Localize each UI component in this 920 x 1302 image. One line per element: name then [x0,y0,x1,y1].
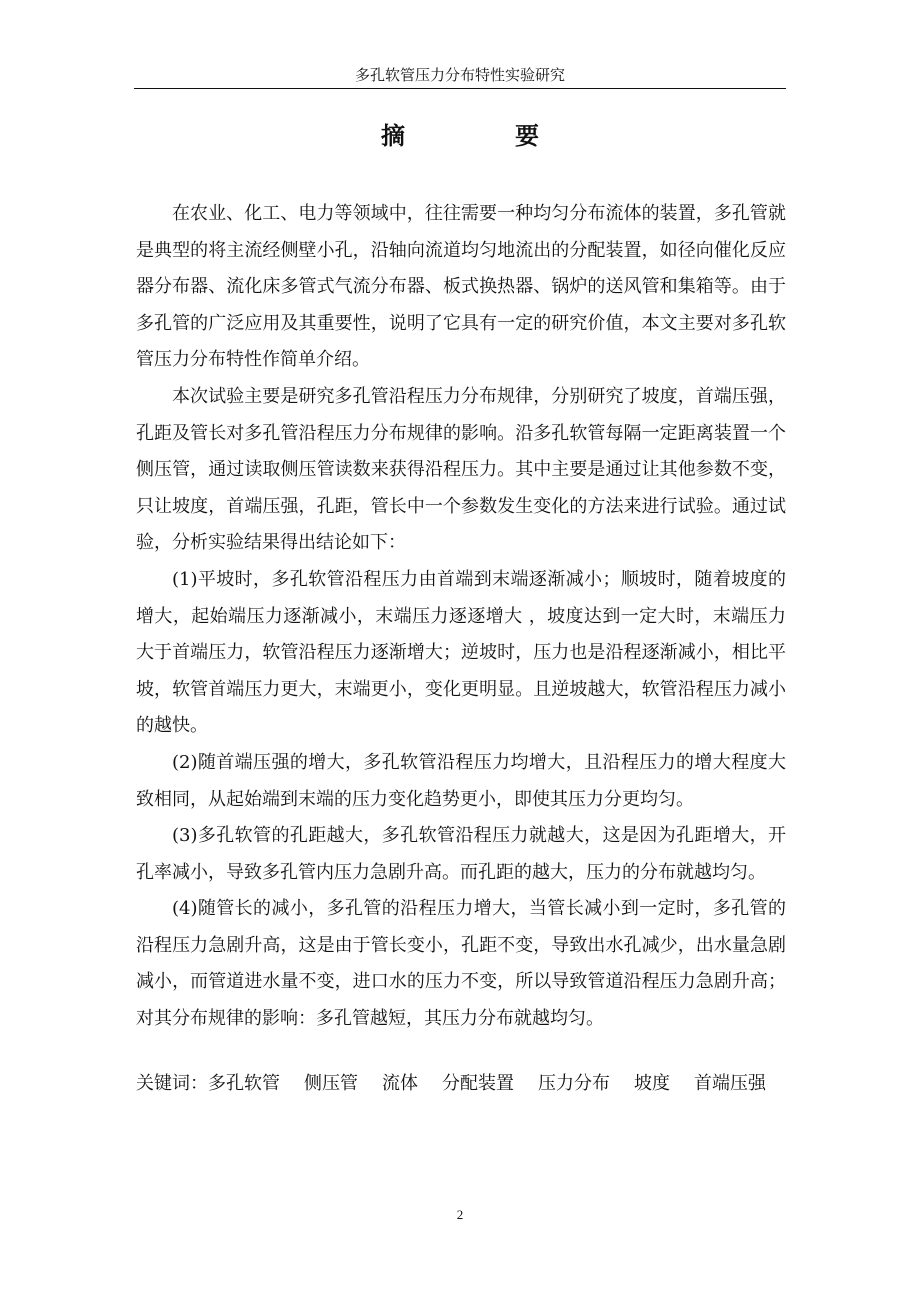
header-rule [134,88,786,89]
keywords-label: 关键词： [136,1073,208,1094]
paragraph-conclusion-1: (1)平坡时，多孔软管沿程压力由首端到末端逐渐减小；顺坡时，随着坡度的增大，起始端压力逐渐减小，末端压力逐逐增大 ，坡度达到一定大时，末端压力大于首端压力，软管沿程压力逐渐增大；逆坡时，压力也是沿程逐渐减小，相比平坡，软管首端压力更大，末端更小，变化更明显。且逆坡越大，软管沿程压力减小的越快。 [136,568,786,737]
paragraph-method: 本次试验主要是研究多孔管沿程压力分布规律，分别研究了坡度，首端压强，孔距及管长对多孔管沿程压力分布规律的影响。沿多孔软管每隔一定距离装置一个侧压管，通过读取侧压管读数来获得沿程压力。其中主要是通过让其他参数不变，只让坡度，首端压强，孔距，管长中一个参数发生变化的方法来进行试验。通过试验，分析实验结果得出结论如下： [136,385,786,554]
abstract-title: 摘要 [381,121,649,150]
paragraph-intro: 在农业、化工、电力等领域中，往往需要一种均匀分布流体的装置，多孔管就是典型的将主流经侧壁小孔，沿轴向流道均匀地流出的分配装置，如径向催化反应器分布器、流化床多管式气流分布器、板式换热器、锅炉的送风管和集箱等。由于多孔管的广泛应用及其重要性，说明了它具有一定的研究价值，本文主要对多孔软管压力分布特性作简单介绍。 [136,203,786,371]
abstract-body [136,196,786,1038]
keyword: 压力分布 [538,1073,610,1094]
keyword: 坡度 [634,1073,670,1094]
keyword: 侧压管 [304,1073,358,1094]
page-number: 2 [456,1207,464,1222]
keywords-line [136,1066,786,1102]
keyword: 首端压强 [694,1073,766,1094]
keyword: 流体 [382,1073,418,1094]
running-header: 多孔软管压力分布特性实验研究 [354,66,565,84]
keyword: 多孔软管 [208,1073,280,1094]
paragraph-conclusion-2: (2)随首端压强的增大，多孔软管沿程压力均增大，且沿程压力的增大程度大致相同，从起始端到末端的压力变化趋势更小，即使其压力分更均匀。 [136,751,786,810]
paragraph-conclusion-4: (4)随管长的减小，多孔管的沿程压力增大，当管长减小到一定时，多孔管的沿程压力急剧升高，这是由于管长变小，孔距不变，导致出水孔减少，出水量急剧减小，而管道进水量不变，进口水的压力不变，所以导致管道沿程压力急剧升高；对其分布规律的影响：多孔管越短，其压力分布就越均匀。 [136,898,786,1030]
keyword: 分配装置 [442,1073,514,1094]
paragraph-conclusion-3: (3)多孔软管的孔距越大，多孔软管沿程压力就越大，这是因为孔距增大，开孔率减小，导致多孔管内压力急剧升高。而孔距的越大，压力的分布就越均匀。 [136,825,786,883]
